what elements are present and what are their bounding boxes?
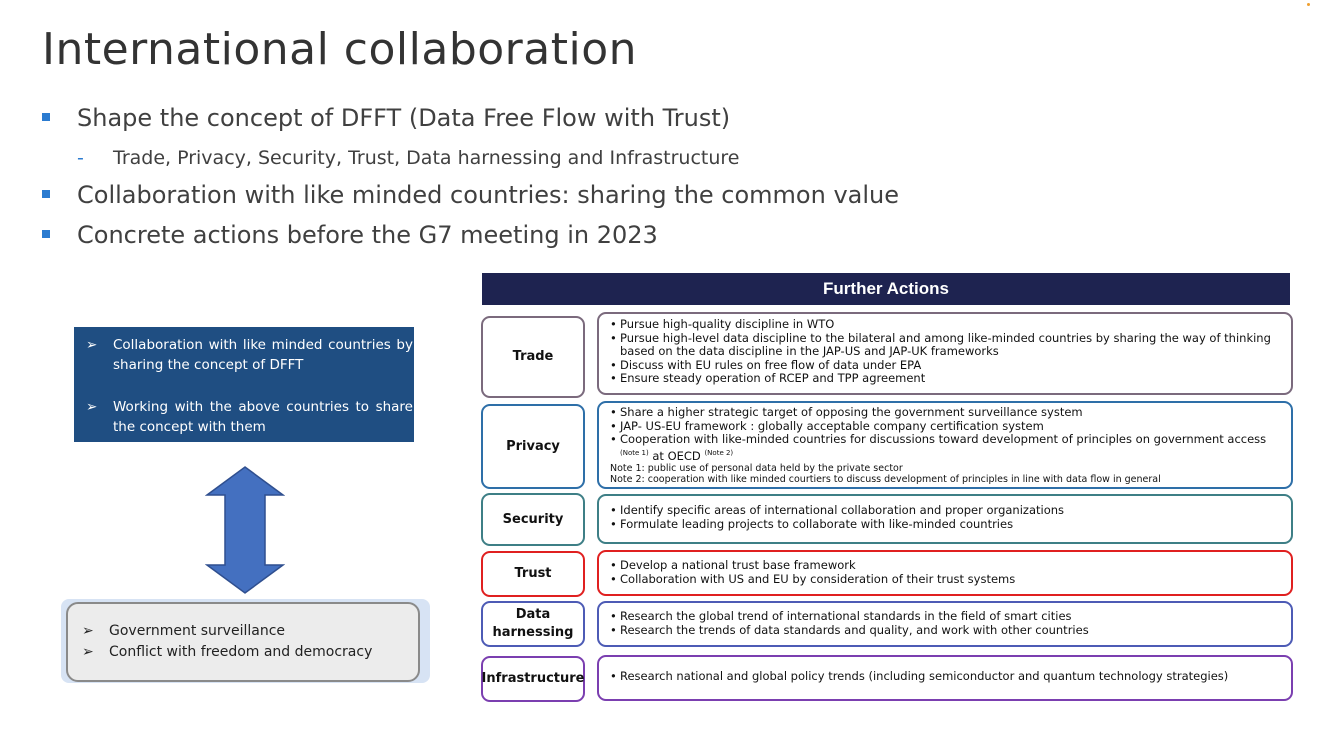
concern-box	[66, 602, 420, 682]
slide-title: International collaboration	[42, 24, 638, 75]
row-label-data-harnessing	[481, 601, 585, 647]
row-label-text: Infrastructure	[481, 671, 585, 686]
footnote: Note 2: cooperation with like minded courtiers to discuss development of principles in line with data flow in general	[610, 474, 1161, 486]
row-label-trade	[481, 316, 585, 398]
list-item: • Ensure steady operation of RCEP and TPP agreement	[610, 371, 926, 386]
bullet-text: Shape the concept of DFFT (Data Free Flow with Trust)	[77, 104, 731, 132]
bullet-square-icon	[42, 190, 50, 198]
collaboration-item-text: Working with the above countries to share the concept with them	[113, 399, 413, 435]
list-item: • Share a higher strategic target of opposing the government surveillance system	[610, 405, 1083, 419]
row-detail-infrastructure	[597, 655, 1293, 701]
list-item: • JAP- US-EU framework : globally acceptable company certification system	[610, 418, 1044, 433]
row-label-text: Privacy	[506, 438, 560, 454]
list-item: • Research the global trend of international standards in the field of smart cities	[610, 609, 1072, 623]
bullet-text: Collaboration with like minded countries: sharing the common value	[77, 181, 900, 209]
row-detail-trade	[597, 312, 1293, 395]
row-label-text: Data harnessing	[492, 607, 574, 640]
concern-item-text: Conflict with freedom and democracy	[109, 644, 373, 660]
row-label-text: Trade	[512, 349, 554, 364]
list-item: • Collaboration with US and EU by consideration of their trust systems	[610, 571, 1016, 586]
row-label-text: Trust	[514, 566, 552, 581]
further-actions-header: Further Actions	[482, 273, 1290, 305]
list-item: • Formulate leading projects to collaborate with like-minded countries	[610, 516, 1014, 531]
row-label-trust	[481, 551, 585, 597]
list-item: • Develop a national trust base framework	[610, 558, 856, 572]
arrow-bullet-icon: ➢	[86, 337, 98, 353]
collaboration-box	[74, 327, 414, 442]
arrow-bullet-icon: ➢	[82, 623, 94, 639]
row-detail-data-harnessing	[597, 601, 1293, 647]
list-item: • Identify specific areas of international collaboration and proper organizations	[610, 503, 1065, 517]
row-detail-privacy	[597, 401, 1293, 489]
row-label-infrastructure	[481, 656, 585, 702]
arrow-bullet-icon: ➢	[82, 644, 94, 660]
row-label-privacy	[481, 404, 585, 489]
bullet-text: Concrete actions before the G7 meeting in 2023	[77, 221, 658, 249]
list-item: • Pursue high-level data discipline to the bilateral and among like-minded countries by sharing the way of thinking based on the data discipline in the JAP-US and JAP-UK frameworks	[610, 330, 1271, 359]
collaboration-item-text: Collaboration with like minded countries by sharing the concept of DFFT	[113, 337, 413, 373]
list-item: • Discuss with EU rules on free flow of data under EPA	[610, 357, 922, 372]
list-item: • Pursue high-quality discipline in WTO	[610, 317, 835, 331]
row-label-security	[481, 493, 585, 546]
dash-icon: -	[77, 147, 84, 169]
footnote: Note 1: public use of personal data held by the private sector	[610, 463, 903, 475]
row-detail-trust	[597, 550, 1293, 596]
list-item: • Research the trends of data standards and quality, and work with other countries	[610, 622, 1089, 637]
bullet-square-icon	[42, 230, 50, 238]
corner-dot	[1307, 3, 1310, 6]
row-detail-security	[597, 494, 1293, 544]
double-arrow-icon	[205, 465, 285, 595]
sub-bullet-text: Trade, Privacy, Security, Trust, Data harnessing and Infrastructure	[113, 147, 740, 169]
list-item: • Cooperation with like-minded countries for discussions toward development of principles on government access $^{(Note 1)}$ at OECD $^{(Note 2)}$	[610, 432, 1267, 463]
list-item: • Research national and global policy trends (including semiconductor and quantum technology strategies)	[610, 669, 1229, 683]
concern-item-text: Government surveillance	[109, 623, 286, 639]
arrow-bullet-icon: ➢	[86, 399, 98, 415]
bullet-square-icon	[42, 113, 50, 121]
row-label-text: Security	[502, 511, 564, 527]
